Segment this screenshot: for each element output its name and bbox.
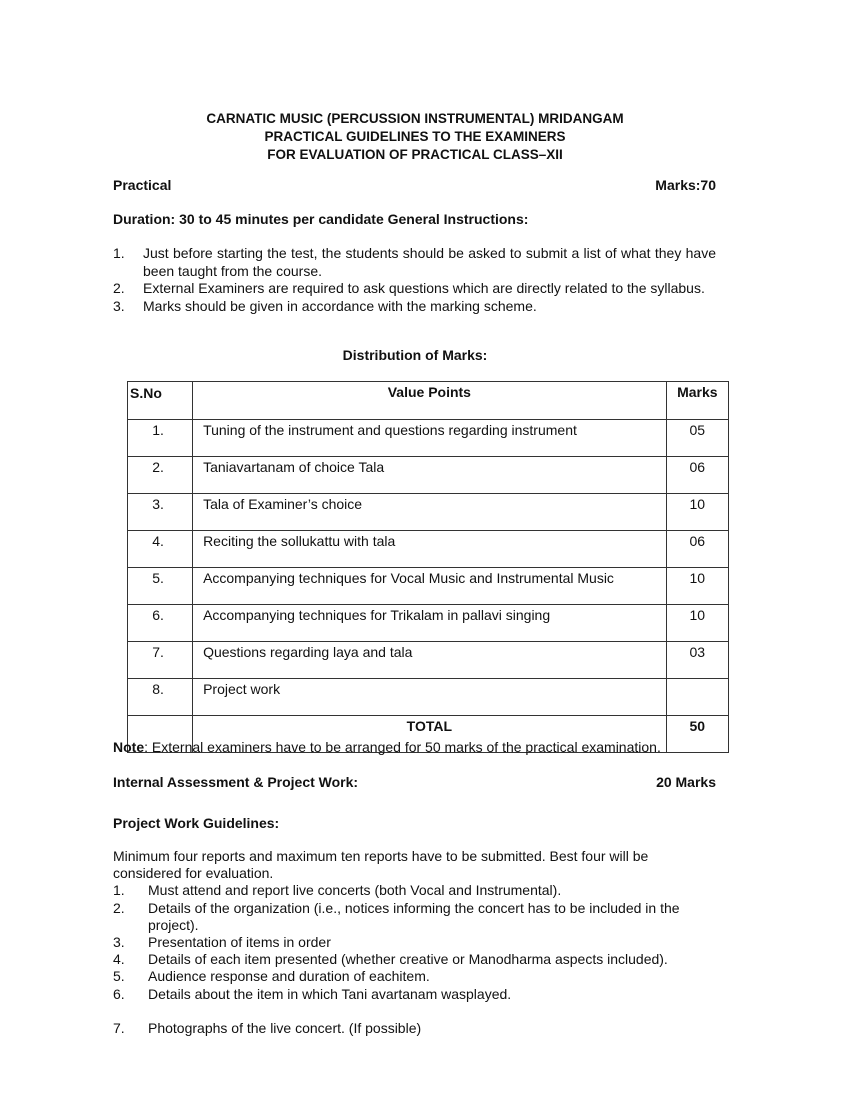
- row-marks: 06: [666, 457, 728, 494]
- table-row: [128, 420, 729, 457]
- project-heading: Project Work Guidelines:: [113, 815, 280, 831]
- row-marks: 10: [666, 494, 728, 531]
- list-item: 7. Photographs of the live concert. (If possible): [113, 1019, 422, 1036]
- project-intro: Minimum four reports and maximum ten reports have to be submitted. Best four will be considered for evaluation.: [113, 848, 649, 882]
- duration-line: Duration: 30 to 45 minutes per candidate General Instructions:: [113, 211, 529, 227]
- internal-marks: 20 Marks: [656, 774, 716, 790]
- table-row: [128, 568, 729, 605]
- row-sno: 3.: [152, 496, 164, 512]
- row-sno: 1.: [152, 422, 164, 438]
- list-item: 5. Audience response and duration of eachitem.: [113, 968, 430, 985]
- row-point: Tala of Examiner’s choice: [193, 494, 667, 531]
- row-marks: 06: [666, 531, 728, 568]
- practical-marks: Marks:70: [655, 177, 716, 193]
- list-item: 1. Just before starting the test, the students should be asked to submit a list of what they have been taught from the course.: [113, 245, 716, 279]
- project-list: [113, 882, 716, 1037]
- list-item: 3. Marks should be given in accordance with the marking scheme.: [113, 297, 537, 314]
- marks-table: [127, 381, 729, 753]
- instructions-list: [113, 245, 716, 315]
- practical-row: [113, 177, 716, 193]
- list-item: 4. Details of each item presented (whether creative or Manodharma aspects included).: [113, 951, 668, 968]
- title-line-3: FOR EVALUATION OF PRACTICAL CLASS–XII: [267, 147, 563, 162]
- row-point: Taniavartanam of choice Tala: [193, 457, 667, 494]
- row-sno: 7.: [152, 644, 164, 660]
- row-point: Project work: [193, 679, 667, 716]
- row-marks: 10: [666, 568, 728, 605]
- project-guidelines: [113, 848, 716, 1037]
- note-line: [113, 739, 661, 755]
- internal-assessment-row: [113, 774, 716, 790]
- row-point: Accompanying techniques for Trikalam in pallavi singing: [193, 605, 667, 642]
- practical-label: Practical: [113, 177, 172, 193]
- header-sno: S.No: [128, 382, 193, 420]
- row-marks: 10: [666, 605, 728, 642]
- total-marks: 50: [666, 716, 728, 753]
- row-point: Accompanying techniques for Vocal Music and Instrumental Music: [193, 568, 667, 605]
- table-row: [128, 679, 729, 716]
- row-marks: 05: [666, 420, 728, 457]
- internal-label: Internal Assessment & Project Work:: [113, 774, 359, 790]
- row-sno: 2.: [152, 459, 164, 475]
- row-sno: 6.: [152, 607, 164, 623]
- row-sno: 5.: [152, 570, 164, 586]
- header-marks: Marks: [666, 382, 728, 420]
- row-marks: 03: [666, 642, 728, 679]
- row-point: Reciting the sollukattu with tala: [193, 531, 667, 568]
- row-sno: 8.: [152, 681, 164, 697]
- row-point: Questions regarding laya and tala: [193, 642, 667, 679]
- list-item: 6. Details about the item in which Tani avartanam wasplayed.: [113, 985, 512, 1002]
- note-text: : External examiners have to be arranged for 50 marks of the practical examination.: [144, 739, 661, 755]
- total-label: TOTAL: [193, 716, 667, 753]
- row-sno: 4.: [152, 533, 164, 549]
- header-value-points: Value Points: [193, 382, 667, 420]
- title-line-2: PRACTICAL GUIDELINES TO THE EXAMINERS: [264, 129, 566, 144]
- row-marks: [666, 679, 728, 716]
- title-line-1: CARNATIC MUSIC (PERCUSSION INSTRUMENTAL) MRIDANGAM: [206, 111, 624, 126]
- table-row: [128, 457, 729, 494]
- row-point: Tuning of the instrument and questions regarding instrument: [193, 420, 667, 457]
- list-item: 2. Details of the organization (i.e., notices informing the concert has to be included in the project).: [113, 899, 680, 933]
- table-row: [128, 531, 729, 568]
- table-row: [128, 494, 729, 531]
- list-item: 1. Must attend and report live concerts (both Vocal and Instrumental).: [113, 882, 562, 899]
- note-label: Note: [113, 739, 145, 755]
- distribution-heading: Distribution of Marks:: [342, 347, 488, 363]
- table-header-row: [128, 382, 729, 420]
- list-item: 3. Presentation of items in order: [113, 934, 331, 951]
- table-row: [128, 642, 729, 679]
- table-row: [128, 605, 729, 642]
- list-item: 2. External Examiners are required to ask questions which are directly related to the syllabus.: [113, 280, 705, 296]
- document-title: [0, 110, 830, 164]
